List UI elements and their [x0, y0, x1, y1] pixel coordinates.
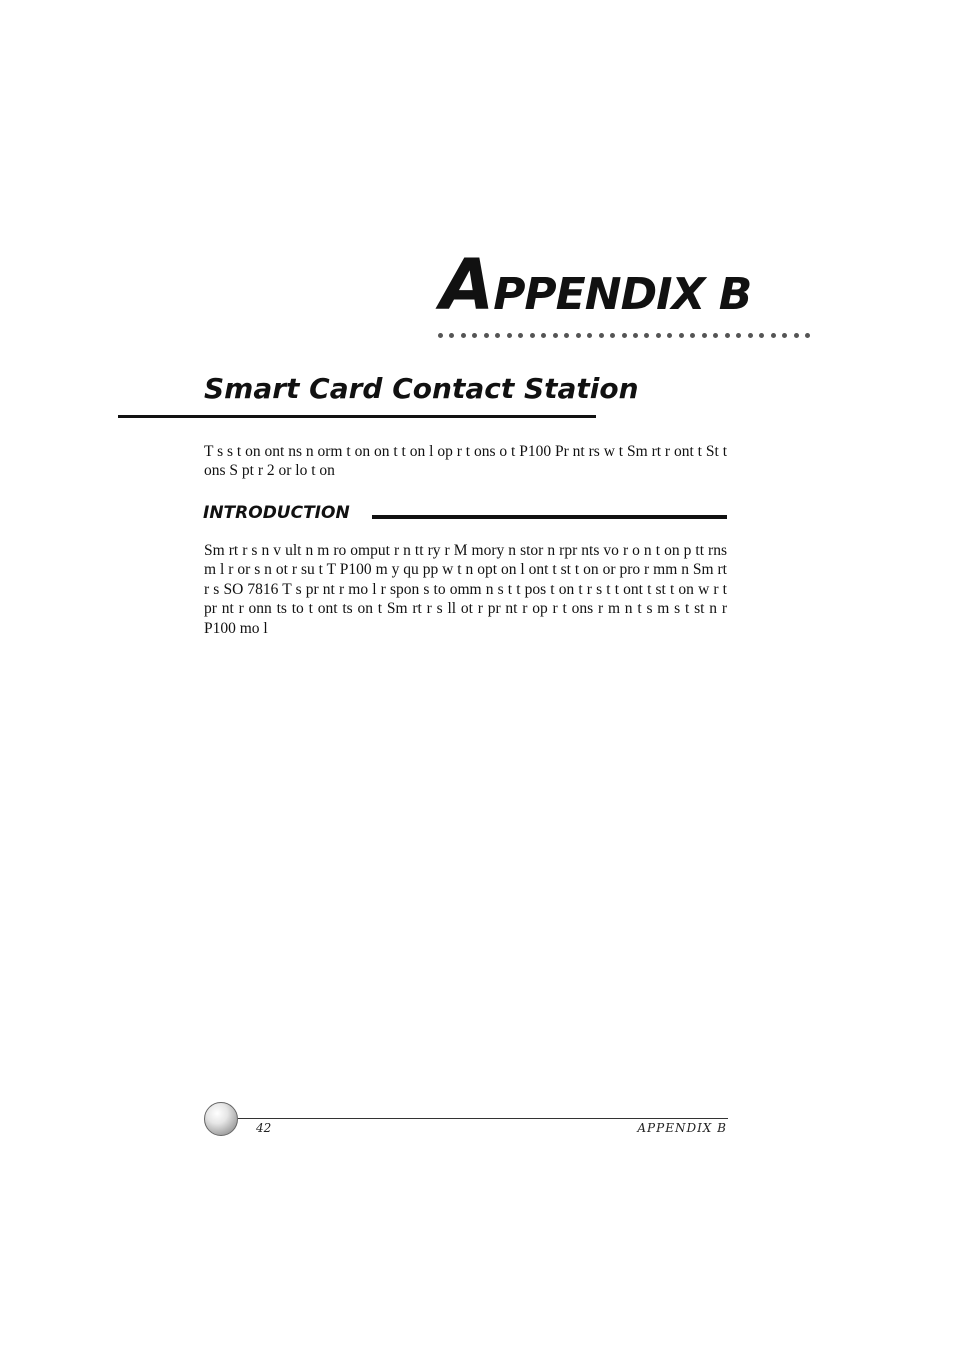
footer-divider	[238, 1118, 728, 1119]
chapter-title-rest: PPENDIX B	[493, 269, 752, 320]
chapter-title	[440, 244, 800, 326]
introduction-paragraph: Sm rt r s n v ult n m ro omput r n tt ry r M mory n stor n rpr nts vo r o n t on p tt rns m l r or s n ot r su t T P100 m y qu pp w t n opt on l ont t st t on or pro r mm n Sm rt r s SO 7816 T s pr nt r mo l r spon s to omm n s t t pos t on t r s t t ont t st t on w r t pr nt r onn ts to t ont ts on t Sm rt r s ll ot r pr nt r op r t ons r m n t s m s t st n r P100 mo l	[204, 542, 727, 637]
introduction-heading: INTRODUCTION	[203, 503, 350, 523]
footer-section-label: APPENDIX B	[637, 1121, 727, 1135]
intro-paragraph: T s s t on ont ns n orm t on on t t on l op r t ons o t P100 Pr nt rs w t Sm rt r ont t St t ons S pt r 2 or lo t on	[204, 443, 727, 480]
decorative-dot-row	[438, 330, 810, 340]
chapter-title-initial: A	[440, 244, 494, 326]
introduction-divider	[372, 515, 727, 519]
page-marker-icon	[204, 1102, 238, 1136]
page-number: 42	[256, 1121, 272, 1135]
section-divider	[118, 415, 596, 418]
section-title: Smart Card Contact Station	[204, 372, 639, 405]
